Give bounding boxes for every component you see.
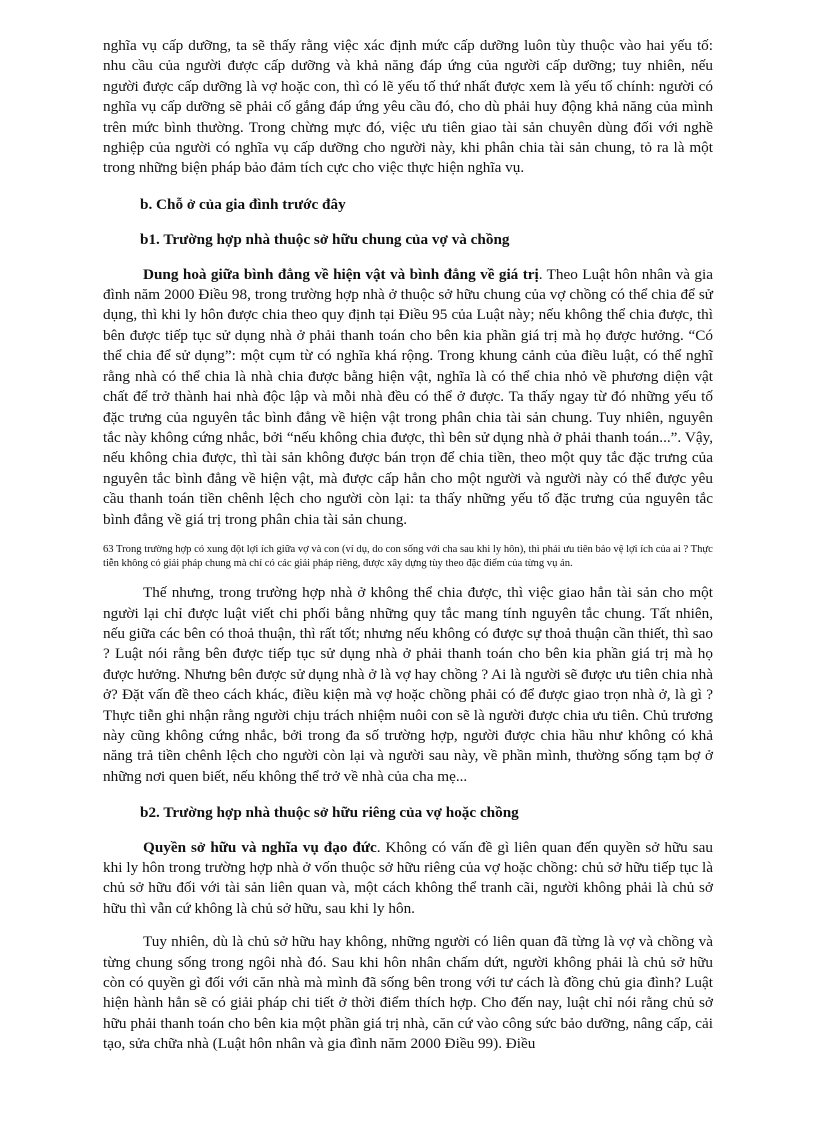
document-page [103, 36, 713, 1055]
paragraph-body: . Không có vấn đề gì liên quan đến quyền sở hữu sau khi ly hôn trong trường hợp nhà ở vốn thuộc sở hữu riêng của vợ hoặc chồng: chủ sở hữu tiếp tục là chủ sở hữu đối với tài sản liên quan và, một cách không thể tranh cãi, người không phải là chủ sở hữu thì vẫn cứ không là chủ sở hữu, sau khi ly hôn. [103, 838, 713, 917]
paragraph-intro: nghĩa vụ cấp dưỡng, ta sẽ thấy rằng việc xác định mức cấp dưỡng luôn tùy thuộc vào hai yếu tố: nhu cầu của người được cấp dưỡng và khả năng đáp ứng của người cấp dưỡng; tuy nhiên, nếu người được cấp dưỡng là vợ hoặc con, thì có lẽ yếu tố thứ nhất được xem là yếu tố chính: người có nghĩa vụ cấp dưỡng sẽ phải cố gắng đáp ứng yêu cầu đó, cho dù phải huy động khả năng của mình trên mức bình thường. Trong chừng mực đó, việc ưu tiên giao tài sản chuyên dùng đối với nghề nghiệp của người có nghĩa vụ cấp dưỡng cho người này, khi phân chia tài sản chung, tỏ ra là một trong những biện pháp bảo đảm tích cực cho việc thực hiện nghĩa vụ. [103, 37, 713, 177]
paragraph-body: . Theo Luật hôn nhân và gia đình năm 2000 Điều 98, trong trường hợp nhà ở thuộc sở hữu chung của vợ chồng có thể chia để sử dụng, thì khi ly hôn được chia theo quy định tại Điều 95 của Luật này; nếu không thể chia được, thì bên được tiếp tục sử dụng nhà ở phải thanh toán cho bên kia phần giá trị mà họ được hưởng. “Có thể chia để sử dụng”: một cụm từ có nghĩa khá rộng. Trong khung cảnh của điều luật, có thể nghĩ rằng nhà có thể chia là nhà chia được bằng hiện vật, nghĩa là có thể chia nhỏ về phương diện vật chất để trở thành hai nhà độc lập và mỗi nhà đều có thể ở được. Ta thấy ngay từ đó những yếu tố đặc trưng của nguyên tắc bình đẳng về hiện vật trong phân chia tài sản chung. Tuy nhiên, nguyên tắc này không cứng nhắc, bởi “nếu không chia được, thì bên sử dụng nhà ở phải thanh toán...”. Vậy, nếu không chia được, thì tài sản không được bán trọn để chia tiền, theo một quy tắc đặc trưng của nguyên tắc bình đẳng về hiện vật, mà được cấp hẳn cho một người và người này có thể được yêu cầu thanh toán tiền chênh lệch cho người còn lại: ta thấy những yếu tố đặc trưng của nguyên tắc bình đẳng về giá trị trong phân chia tài sản chung. [103, 265, 713, 528]
heading-section-b1: b1. Trường hợp nhà thuộc sở hữu chung của vợ và chồng [140, 231, 510, 249]
footnote-number: 63 [103, 543, 114, 555]
footnote-text: Trong trường hợp có xung đột lợi ích giữa vợ và con (ví dụ, do con sống với cha sau khi ly hôn), thì phải ưu tiên bảo vệ lợi ích của ai ? Thực tiễn không có giải pháp chung mà chỉ có các giải pháp riêng, được xây dựng tùy theo đặc điểm của từng vụ án. [103, 543, 713, 569]
heading-section-b: b. Chỗ ở của gia đình trước đây [140, 195, 346, 213]
paragraph-b1-1 [103, 265, 713, 530]
heading-section-b2: b2. Trường hợp nhà thuộc sở hữu riêng của vợ hoặc chồng [140, 804, 519, 822]
paragraph-lead: Quyền sở hữu và nghĩa vụ đạo đức [143, 838, 377, 856]
paragraph-b2-1 [103, 838, 713, 920]
paragraph-b2-2: Tuy nhiên, dù là chủ sở hữu hay không, những người có liên quan đã từng là vợ và chồng và từng chung sống trong ngôi nhà đó. Sau khi hôn nhân chấm dứt, người không phải là chủ sở hữu còn có quyền gì đối với căn nhà mà mình đã sống bên trong với tư cách là đồng chủ gia đình? Luật hiện hành hẳn sẽ có giải pháp chi tiết ở thời điểm thích hợp. Cho đến nay, luật chỉ nói rằng chủ sở hữu phải thanh toán cho bên kia một phần giá trị nhà, căn cứ vào công sức bảo dưỡng, nâng cấp, cải tạo, sửa chữa nhà (Luật hôn nhân và gia đình năm 2000 Điều 99). Điều [103, 933, 713, 1053]
footnote [103, 543, 713, 570]
paragraph-b1-2: Thế nhưng, trong trường hợp nhà ở không thể chia được, thì việc giao hẳn tài sản cho một người lại chỉ được luật viết chi phối bằng những quy tắc mang tính nguyên tắc chung. Tất nhiên, nếu giữa các bên có thoả thuận, thì rất tốt; nhưng nếu không có được sự thoả thuận cần thiết, thì sao ? Luật nói rằng bên được tiếp tục sử dụng nhà ở phải thanh toán cho bên kia phần giá trị mà họ được hưởng. Nhưng bên được sử dụng nhà ở là vợ hay chồng ? Ai là người sẽ được ưu tiên chia nhà ở? Đặt vấn đề theo cách khác, điều kiện mà vợ hoặc chồng phải có để được giao trọn nhà ở, là gì ? Thực tiễn ghi nhận rằng người chịu trách nhiệm nuôi con sẽ là người được chia ưu tiên. Chủ trương này cũng không cứng nhắc, bởi trong đa số trường hợp, người được chia hầu như không có khả năng trả tiền chênh lệch cho người còn lại và người sau này, về phần mình, thường sống tạm bợ ở những nơi quen biết, nếu không thể trở về nhà của cha mẹ... [103, 584, 713, 785]
paragraph-lead: Dung hoà giữa bình đẳng về hiện vật và bình đẳng về giá trị [143, 265, 539, 283]
